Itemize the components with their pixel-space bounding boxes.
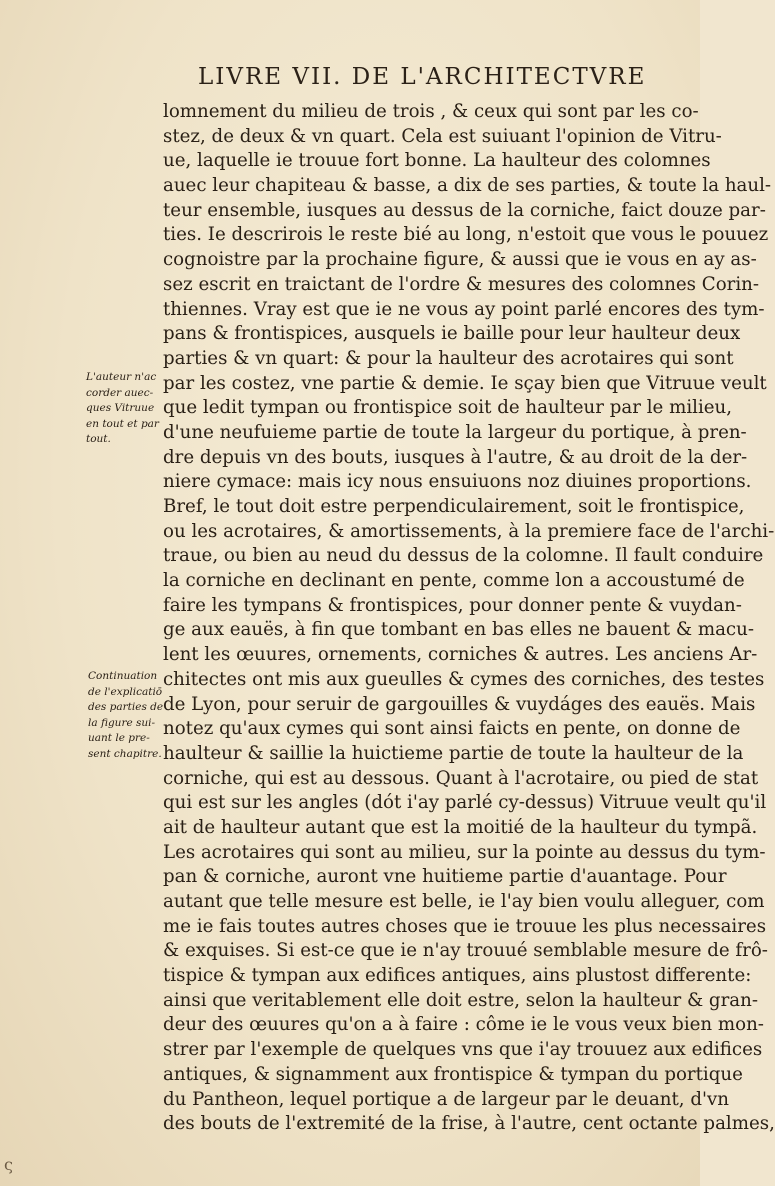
text-line: dre depuis vn des bouts, iusques à l'autre, & au droit de la der-: [163, 446, 748, 468]
text-line: stez, de deux & vn quart. Cela est suiuant l'opinion de Vitru-: [163, 125, 722, 147]
text-line: tispice & tympan aux edifices antiques, ains plustost differente:: [163, 965, 752, 987]
page-stain-mark: ς: [4, 1155, 13, 1174]
text-line: thiennes. Vray est que ie ne vous ay point parlé encores des tym-: [163, 298, 765, 320]
text-line: pan & corniche, auront vne huitieme partie d'auantage. Pour: [163, 866, 727, 888]
margin-note-2: [88, 669, 168, 762]
text-line: par les costez, vne partie & demie. Ie sçay bien que Vitruue veult: [163, 372, 767, 394]
text-line: niere cymace: mais icy nous ensuiuons noz diuines proportions.: [163, 471, 752, 493]
main-text: [163, 100, 775, 1137]
text-line: cognoistre par la prochaine figure, & aussi que ie vous en ay as-: [163, 249, 757, 271]
margin-note-1: [86, 370, 166, 448]
text-line: deur des œuures qu'on a à faire : côme ie le vous veux bien mon-: [163, 1014, 764, 1036]
text-line: ait de haulteur autant que est la moitié de la haulteur du tympã.: [163, 816, 758, 838]
margin-note-line: Continuation: [88, 670, 158, 682]
text-line: Bref, le tout doit estre perpendiculairement, soit le frontispice,: [163, 496, 745, 517]
text-line: auec leur chapiteau & basse, a dix de ses parties, & toute la haul-: [163, 175, 772, 197]
text-line: notez qu'aux cymes qui sont ainsi faicts en pente, on donne de: [163, 718, 741, 740]
margin-note-line: corder auec-: [86, 386, 154, 399]
text-line: traue, ou bien au neud du dessus de la colomne. Il fault conduire: [163, 545, 764, 567]
margin-note-line: ques Vitruue: [86, 402, 155, 414]
text-line: que ledit tympan ou frontispice soit de haulteur par le milieu,: [163, 397, 733, 419]
text-line: chitectes ont mis aux gueulles & cymes des corniches, des testes: [163, 668, 765, 690]
margin-note-line: uant le pre-: [88, 732, 150, 744]
text-line: antiques, & signamment aux frontispice & tympan du portique: [163, 1063, 743, 1085]
text-line: Les acrotaires qui sont au milieu, sur la pointe au dessus du tym-: [163, 841, 766, 863]
text-line: sez escrit en traictant de l'ordre & mesures des colomnes Corin-: [163, 273, 760, 295]
text-line: lent les œuures, ornements, corniches & autres. Les anciens Ar-: [163, 644, 758, 666]
text-line: faire les tympans & frontispices, pour donner pente & vuydan-: [163, 594, 742, 616]
text-line: d'une neufuieme partie de toute la largeur du portique, à pren-: [163, 421, 747, 443]
margin-note-line: de l'explicatiō: [88, 685, 163, 698]
text-line: ou les acrotaires, & amortissements, à la premiere face de l'archi-: [163, 520, 775, 542]
text-line: pans & frontispices, ausquels ie baille pour leur haulteur deux: [163, 323, 741, 345]
text-line: ge aux eauës, à fin que tombant en bas elles ne bauent & macu-: [163, 619, 754, 641]
margin-note-line: L'auteur n'ac: [86, 371, 157, 383]
text-line: haulteur & saillie la huictieme partie de toute la haulteur de la: [163, 742, 744, 764]
text-line: ties. Ie descrirois le reste bié au long, n'estoit que vous le pouuez: [163, 224, 769, 246]
text-line: qui est sur les angles (dót i'ay parlé cy-dessus) Vitruue veult qu'il: [163, 792, 767, 814]
text-line: de Lyon, pour seruir de gargouilles & vuydáges des eauës. Mais: [163, 693, 756, 715]
margin-note-line: en tout et par: [86, 417, 159, 430]
text-line: & exquises. Si est-ce que ie n'ay trouué semblable mesure de frô-: [163, 940, 768, 962]
text-line: la corniche en declinant en pente, comme lon a accoustumé de: [163, 570, 745, 592]
text-line: corniche, qui est au dessous. Quant à l'acrotaire, ou pied de stat: [163, 767, 759, 789]
text-line: ue, laquelle ie trouue fort bonne. La haulteur des colomnes: [163, 150, 711, 172]
margin-note-line: des parties de: [88, 701, 164, 713]
text-line: autant que telle mesure est belle, ie l'ay bien voulu alleguer, com: [163, 891, 765, 912]
margin-note-line: la figure sui-: [88, 716, 156, 729]
margin-note-line: tout.: [86, 433, 111, 445]
text-line: ainsi que veritablement elle doit estre, selon la haulteur & gran-: [163, 989, 758, 1011]
text-line: parties & vn quart: & pour la haulteur des acrotaires qui sont: [163, 347, 734, 369]
margin-note-line: sent chapitre.: [88, 747, 162, 760]
text-line: lomnement du milieu de trois , & ceux qui sont par les co-: [163, 101, 699, 122]
text-line: me ie fais toutes autres choses que ie trouue les plus necessaires: [163, 915, 767, 937]
text-line: strer par l'exemple de quelques vns que i'ay trouuez aux edifices: [163, 1039, 763, 1061]
text-line: teur ensemble, iusques au dessus de la corniche, faict douze par-: [163, 199, 766, 221]
running-title: LIVRE VII. DE L'ARCHITECTVRE: [198, 64, 647, 90]
text-line: du Pantheon, lequel portique a de largeur par le deuant, d'vn: [163, 1088, 729, 1110]
text-line: des bouts de l'extremité de la frise, à l'autre, cent octante palmes,: [163, 1113, 775, 1135]
